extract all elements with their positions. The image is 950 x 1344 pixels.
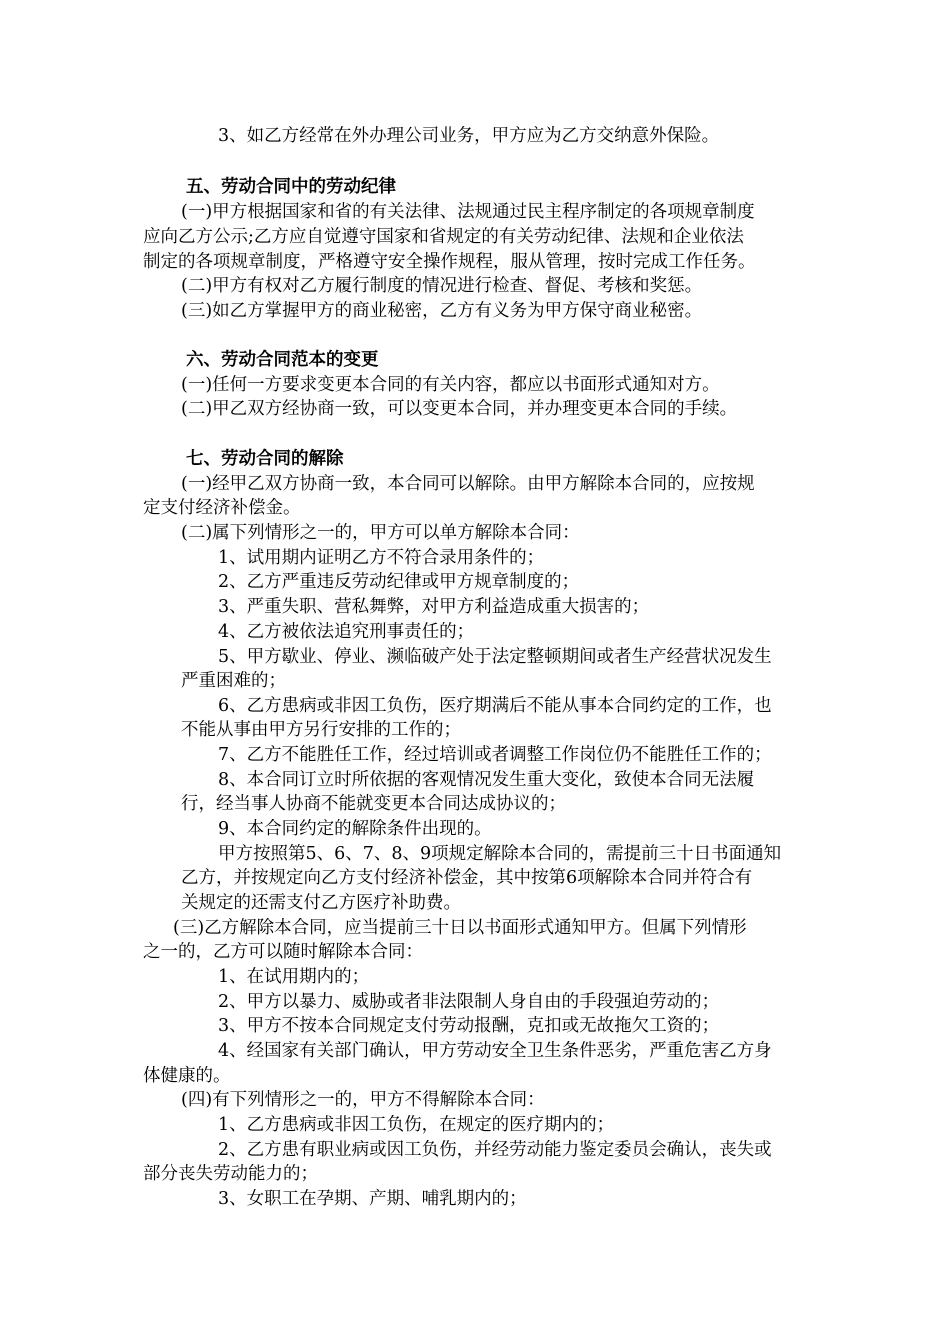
s5-p1-line1: (一)甲方根据国家和省的有关法律、法规通过民主程序制定的各项规章制度: [181, 202, 755, 222]
s7-p1-line2: 定支付经济补偿金。: [143, 498, 301, 518]
s7-item-3: 3、严重失职、营私舞弊，对甲方利益造成重大损害的；: [218, 597, 650, 617]
s7-k-item-2-line2: 部分丧失劳动能力的；: [143, 1164, 318, 1184]
s7-note-line1: 甲方按照第5、6、7、8、9项规定解除本合同的，需提前三十日书面通知: [218, 844, 782, 864]
s5-p3: (三)如乙方掌握甲方的商业秘密，乙方有义务为甲方保守商业秘密。: [181, 301, 703, 321]
s7-p1-line1: (一)经甲乙双方协商一致，本合同可以解除。由甲方解除本合同的，应按规: [181, 474, 755, 494]
s7-item-6-line1: 6、乙方患病或非因工负伤，医疗期满后不能从事本合同约定的工作，也: [218, 696, 772, 716]
s5-p1-line2: 应向乙方公示;乙方应自觉遵守国家和省规定的有关劳动纪律、法规和企业依法: [143, 227, 744, 247]
s7-sub-item-3: 3、甲方不按本合同规定支付劳动报酬，克扣或无故拖欠工资的；: [218, 1016, 720, 1036]
s7-k-item-3: 3、女职工在孕期、产期、哺乳期内的；: [218, 1189, 527, 1209]
s7-note-line2: 乙方，并按规定向乙方支付经济补偿金，其中按第6项解除本合同并符合有: [181, 868, 753, 888]
s7-note-line3: 关规定的还需支付乙方医疗补助费。: [181, 893, 461, 913]
section-6-heading: 六、劳动合同范本的变更: [186, 350, 379, 370]
s7-item-5-line2: 严重困难的；: [181, 671, 286, 691]
section-5-heading: 五、劳动合同中的劳动纪律: [186, 177, 396, 197]
s7-item-6-line2: 不能从事由甲方另行安排的工作的；: [181, 720, 461, 740]
s7-item-9: 9、本合同约定的解除条件出现的。: [218, 819, 492, 839]
s7-p3-line1: (三)乙方解除本合同，应当提前三十日以书面形式通知甲方。但属下列情形: [173, 918, 747, 938]
s6-p2: (二)甲乙双方经协商一致，可以变更本合同，并办理变更本合同的手续。: [181, 399, 738, 419]
s6-p1: (一)任何一方要求变更本合同的有关内容，都应以书面形式通知对方。: [181, 375, 720, 395]
s5-p1-line3: 制定的各项规章制度，严格遵守安全操作规程，服从管理，按时完成工作任务。: [143, 252, 756, 272]
s7-item-4: 4、乙方被依法追究刑事责任的；: [218, 622, 475, 642]
s7-item-7: 7、乙方不能胜任工作，经过培训或者调整工作岗位仍不能胜任工作的；: [218, 745, 772, 765]
s7-item-8-line2: 行，经当事人协商不能就变更本合同达成协议的；: [181, 794, 566, 814]
section-7-heading: 七、劳动合同的解除: [186, 449, 344, 469]
s5-p2: (二)甲方有权对乙方履行制度的情况进行检查、督促、考核和奖惩。: [181, 276, 703, 296]
s7-k-item-2-line1: 2、乙方患有职业病或因工负伤，并经劳动能力鉴定委员会确认，丧失或: [218, 1140, 772, 1160]
s7-sub-item-2: 2、甲方以暴力、威胁或者非法限制人身自由的手段强迫劳动的；: [218, 992, 720, 1012]
s7-k-item-1: 1、乙方患病或非因工负伤，在规定的医疗期内的；: [218, 1115, 615, 1135]
s7-p4: (四)有下列情形之一的，甲方不得解除本合同：: [181, 1090, 545, 1110]
s7-sub-item-1: 1、在试用期内的；: [218, 967, 370, 987]
s7-item-5-line1: 5、甲方歇业、停业、濒临破产处于法定整顿期间或者生产经营状况发生: [218, 647, 772, 667]
clause-4-item-3: 3、如乙方经常在外办理公司业务，甲方应为乙方交纳意外保险。: [218, 126, 720, 146]
s7-item-1: 1、试用期内证明乙方不符合录用条件的；: [218, 548, 545, 568]
s7-p3-line2: 之一的，乙方可以随时解除本合同：: [143, 942, 423, 962]
s7-item-2: 2、乙方严重违反劳动纪律或甲方规章制度的；: [218, 572, 580, 592]
s7-item-8-line1: 8、本合同订立时所依据的客观情况发生重大变化，致使本合同无法履: [218, 770, 755, 790]
s7-p2: (二)属下列情形之一的，甲方可以单方解除本合同：: [181, 523, 580, 543]
s7-sub-item-4-line2: 体健康的。: [143, 1066, 231, 1086]
s7-sub-item-4-line1: 4、经国家有关部门确认，甲方劳动安全卫生条件恶劣，严重危害乙方身: [218, 1041, 772, 1061]
